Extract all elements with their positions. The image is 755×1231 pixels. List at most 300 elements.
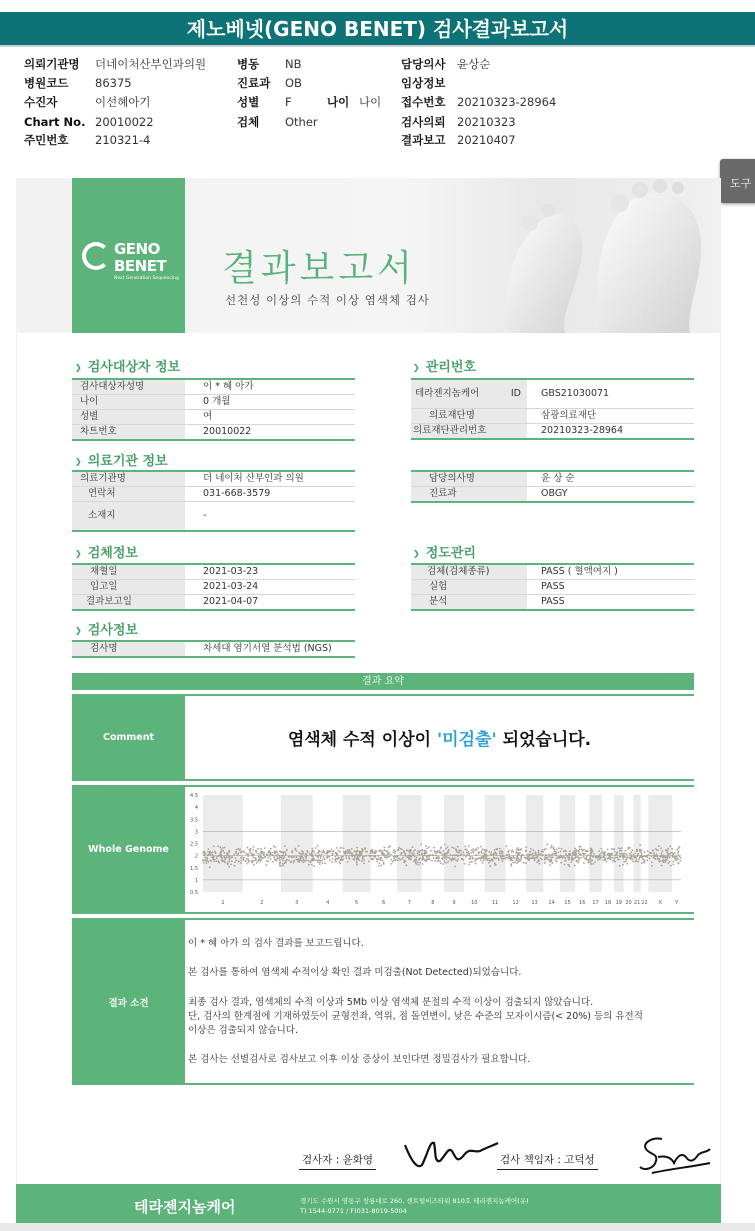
data-point (255, 851, 257, 853)
data-point (516, 862, 518, 864)
data-point (430, 850, 432, 852)
data-point (354, 857, 356, 859)
data-point (572, 853, 574, 855)
data-point (356, 861, 358, 863)
data-point (465, 848, 467, 850)
data-point (511, 857, 513, 859)
data-point (544, 858, 546, 860)
data-point (362, 857, 364, 859)
data-point (666, 851, 668, 853)
data-point (508, 850, 510, 852)
data-point (395, 859, 397, 861)
data-point (415, 861, 417, 863)
data-point (481, 852, 483, 854)
data-point (224, 858, 226, 860)
y-tick-label: 1.5 (190, 865, 198, 872)
data-point (420, 844, 422, 846)
data-point (207, 851, 209, 853)
data-point (298, 845, 300, 847)
data-point (329, 859, 331, 861)
data-point (575, 855, 577, 857)
data-point (444, 844, 446, 846)
data-point (319, 862, 321, 864)
x-tick-label: 17 (592, 900, 599, 906)
x-tick-label: X (658, 900, 662, 906)
data-point (338, 861, 340, 863)
data-point (592, 863, 594, 865)
data-point (355, 853, 357, 855)
data-point (370, 852, 372, 854)
data-point (396, 856, 398, 858)
data-point (439, 860, 441, 862)
data-point (501, 852, 503, 854)
data-point (561, 856, 563, 858)
data-point (536, 861, 538, 863)
data-point (279, 861, 281, 863)
data-point (505, 845, 507, 847)
data-point (212, 858, 214, 860)
data-point (468, 855, 470, 857)
data-point (285, 860, 287, 862)
data-point (557, 857, 559, 859)
data-point (632, 860, 634, 862)
data-point (576, 860, 578, 862)
tools-tab-button[interactable]: 도구 (720, 159, 755, 203)
data-point (498, 859, 500, 861)
data-point (257, 848, 259, 850)
data-point (409, 850, 411, 852)
findings-label: 결과 소견 (72, 920, 185, 1083)
data-point (551, 857, 553, 859)
data-point (640, 855, 642, 857)
data-point (346, 853, 348, 855)
data-point (384, 847, 386, 849)
data-point (558, 847, 560, 849)
data-point (240, 862, 242, 864)
data-point (354, 851, 356, 853)
doctor-table (411, 470, 694, 503)
data-point (311, 854, 313, 856)
data-point (258, 858, 260, 860)
data-point (582, 850, 584, 852)
data-point (228, 851, 230, 853)
data-point (391, 863, 393, 865)
data-point (579, 848, 581, 850)
data-point (385, 857, 387, 859)
tester-signature-label: 검사자 : 윤화영 (299, 1152, 376, 1170)
data-point (394, 853, 396, 855)
data-point (520, 858, 522, 860)
data-point (531, 857, 533, 859)
data-point (224, 852, 226, 854)
data-point (281, 851, 283, 853)
data-point (586, 856, 588, 858)
data-point (502, 860, 504, 862)
data-point (216, 858, 218, 860)
data-point (372, 858, 374, 860)
data-point (630, 854, 632, 856)
data-point (463, 854, 465, 856)
data-point (334, 859, 336, 861)
data-point (587, 854, 589, 856)
data-point (220, 848, 222, 850)
data-point (457, 856, 459, 858)
data-point (678, 862, 680, 864)
x-tick-label: 21 (633, 900, 641, 906)
data-point (408, 857, 410, 859)
data-point (601, 848, 603, 850)
data-point (610, 857, 612, 859)
data-point (669, 861, 671, 863)
data-point (453, 847, 455, 849)
x-tick-label: 9 (452, 900, 456, 906)
data-point (540, 857, 542, 859)
finding-line: 본 검사를 통하여 염색체 수적이상 확인 결과 미검출(Not Detected)되었습니다. (188, 967, 522, 978)
data-point (667, 862, 669, 864)
data-point (590, 848, 592, 850)
data-point (456, 851, 458, 853)
data-point (649, 858, 651, 860)
data-point (302, 851, 304, 853)
data-point (593, 853, 595, 855)
data-point (475, 848, 477, 850)
data-point (584, 858, 586, 860)
table-row: 소재지 - (72, 502, 355, 530)
data-point (339, 863, 341, 865)
data-point (280, 865, 282, 867)
data-point (243, 859, 245, 861)
data-point (362, 849, 364, 851)
data-point (471, 861, 473, 863)
data-point (502, 855, 504, 857)
data-point (239, 850, 241, 852)
x-tick-label: 6 (382, 900, 386, 906)
data-point (228, 859, 230, 861)
data-point (466, 854, 468, 856)
data-point (501, 850, 503, 852)
data-point (418, 864, 420, 866)
data-point (260, 850, 262, 852)
data-point (544, 862, 546, 864)
data-point (589, 850, 591, 852)
data-point (332, 853, 334, 855)
data-point (485, 851, 487, 853)
data-point (598, 850, 600, 852)
data-point (488, 851, 490, 853)
table-row: 의료재단명 삼광의료재단 (411, 409, 694, 424)
data-point (437, 850, 439, 852)
data-point (645, 855, 647, 857)
data-point (472, 858, 474, 860)
data-point (494, 849, 496, 851)
chromosome-band (397, 795, 422, 892)
data-point (548, 854, 550, 856)
data-point (429, 858, 431, 860)
chromosome-band (589, 795, 602, 892)
data-point (442, 856, 444, 858)
header-row-institution: 의뢰기관명 더네이처산부인과의원 (24, 57, 207, 71)
data-point (257, 853, 259, 855)
y-tick-label: 2.5 (190, 841, 198, 848)
data-point (669, 845, 671, 847)
data-point (351, 855, 353, 857)
banner-subtitle: 선천성 이상의 수적 이상 염색체 검사 (225, 293, 430, 307)
footer (16, 1184, 721, 1223)
x-tick-label: 10 (471, 900, 478, 906)
data-point (276, 856, 278, 858)
data-point (251, 855, 253, 857)
chromosome-band (560, 795, 576, 892)
data-point (634, 857, 636, 859)
data-point (622, 864, 624, 866)
data-point (636, 849, 638, 851)
data-point (447, 861, 449, 863)
data-point (207, 860, 209, 862)
x-tick-label: Y (675, 900, 679, 906)
data-point (286, 859, 288, 861)
data-point (670, 865, 672, 867)
table-row: 검사대상자성명 이 * 혜 아가 (72, 380, 355, 395)
data-point (653, 854, 655, 856)
qc-table (411, 563, 694, 611)
data-point (204, 857, 206, 859)
x-tick-label: 1 (221, 900, 225, 906)
data-point (677, 858, 679, 860)
data-point (387, 855, 389, 857)
data-point (511, 851, 513, 853)
data-point (226, 855, 228, 857)
data-point (655, 848, 657, 850)
data-point (266, 864, 268, 866)
data-point (286, 850, 288, 852)
data-point (457, 858, 459, 860)
data-point (255, 858, 257, 860)
data-point (542, 851, 544, 853)
data-point (270, 858, 272, 860)
data-point (376, 861, 378, 863)
data-point (417, 862, 419, 864)
data-point (220, 856, 222, 858)
data-point (353, 855, 355, 857)
data-point (650, 855, 652, 857)
data-point (421, 850, 423, 852)
data-point (378, 858, 380, 860)
data-point (229, 855, 231, 857)
data-point (542, 854, 544, 856)
data-point (663, 861, 665, 863)
baby-feet-photo (470, 178, 721, 333)
data-point (303, 861, 305, 863)
data-point (500, 855, 502, 857)
x-tick-label: 5 (355, 900, 359, 906)
data-point (363, 859, 365, 861)
data-point (249, 851, 251, 853)
data-point (209, 866, 211, 868)
data-point (361, 852, 363, 854)
data-point (569, 866, 571, 868)
data-point (651, 862, 653, 864)
data-point (381, 850, 383, 852)
data-point (220, 852, 222, 854)
data-point (538, 853, 540, 855)
data-point (466, 851, 468, 853)
y-tick-label: 4 (194, 805, 198, 812)
data-point (398, 847, 400, 849)
data-point (589, 858, 591, 860)
x-tick-label: 14 (548, 900, 555, 906)
data-point (409, 855, 411, 857)
data-point (284, 856, 286, 858)
data-point (514, 857, 516, 859)
data-point (444, 854, 446, 856)
data-point (222, 850, 224, 852)
data-point (478, 851, 480, 853)
data-point (494, 864, 496, 866)
data-point (517, 855, 519, 857)
finding-line: 최종 검사 결과, 염색체의 수적 이상과 5Mb 이상 염색체 분절의 수적 이상이 검출되지 않았습니다. (188, 997, 594, 1008)
bottom-strip (0, 1223, 755, 1231)
data-point (236, 849, 238, 851)
data-point (630, 858, 632, 860)
data-point (248, 853, 250, 855)
data-point (568, 853, 570, 855)
data-point (449, 858, 451, 860)
table-row: 검체(검체종류) PASS ( 혈액여지 ) (411, 565, 694, 580)
data-point (321, 859, 323, 861)
data-point (672, 856, 674, 858)
data-point (314, 853, 316, 855)
data-point (590, 854, 592, 856)
data-point (535, 853, 537, 855)
data-point (623, 858, 625, 860)
data-point (613, 860, 615, 862)
data-point (357, 859, 359, 861)
data-point (621, 850, 623, 852)
data-point (583, 862, 585, 864)
geno-logo-icon (82, 242, 110, 270)
data-point (578, 860, 580, 862)
table-row: 나이 0 개월 (72, 395, 355, 410)
data-point (322, 862, 324, 864)
data-point (400, 854, 402, 856)
data-point (346, 857, 348, 859)
data-point (544, 849, 546, 851)
header-row-receipt-no: 접수번호 20210323-28964 (401, 95, 557, 109)
data-point (480, 846, 482, 848)
data-point (583, 856, 585, 858)
data-point (447, 852, 449, 854)
data-point (499, 850, 501, 852)
data-point (347, 849, 349, 851)
data-point (499, 848, 501, 850)
data-point (365, 851, 367, 853)
data-point (619, 853, 621, 855)
data-point (637, 854, 639, 856)
data-point (573, 858, 575, 860)
data-point (574, 848, 576, 850)
data-point (672, 854, 674, 856)
data-point (265, 856, 267, 858)
data-point (331, 849, 333, 851)
data-point (451, 847, 453, 849)
data-point (318, 850, 320, 852)
data-point (477, 847, 479, 849)
table-row: 입고일 2021-03-24 (72, 580, 355, 595)
data-point (489, 860, 491, 862)
chromosome-band (343, 795, 371, 892)
data-point (374, 850, 376, 852)
data-point (320, 856, 322, 858)
data-point (247, 863, 249, 865)
data-point (616, 852, 618, 854)
data-point (478, 853, 480, 855)
data-point (203, 859, 205, 861)
data-point (530, 848, 532, 850)
data-point (426, 852, 428, 854)
data-point (228, 861, 230, 863)
data-point (590, 863, 592, 865)
data-point (516, 850, 518, 852)
data-point (389, 845, 391, 847)
data-point (252, 856, 254, 858)
data-point (285, 854, 287, 856)
data-point (253, 860, 255, 862)
table-row: 성별 여 (72, 410, 355, 425)
data-point (410, 859, 412, 861)
data-point (433, 857, 435, 859)
data-point (401, 858, 403, 860)
data-point (638, 858, 640, 860)
data-point (332, 850, 334, 852)
data-point (514, 862, 516, 864)
data-point (279, 859, 281, 861)
data-point (349, 851, 351, 853)
data-point (255, 850, 257, 852)
data-point (440, 847, 442, 849)
data-point (266, 860, 268, 862)
data-point (679, 855, 681, 857)
data-point (491, 854, 493, 856)
data-point (381, 852, 383, 854)
data-point (282, 855, 284, 857)
data-point (597, 859, 599, 861)
data-point (284, 845, 286, 847)
data-point (462, 852, 464, 854)
data-point (282, 860, 284, 862)
y-tick-label: 2 (194, 853, 198, 860)
data-point (386, 850, 388, 852)
section-test-info: ❯ 검사정보 (75, 619, 138, 638)
data-point (492, 854, 494, 856)
data-point (332, 858, 334, 860)
data-point (529, 851, 531, 853)
data-point (294, 849, 296, 851)
data-point (454, 854, 456, 856)
data-point (296, 856, 298, 858)
data-point (625, 861, 627, 863)
data-point (323, 856, 325, 858)
data-point (484, 853, 486, 855)
data-point (214, 859, 216, 861)
data-point (270, 853, 272, 855)
data-point (313, 851, 315, 853)
data-point (231, 856, 233, 858)
data-point (264, 847, 266, 849)
data-point (242, 851, 244, 853)
data-point (419, 850, 421, 852)
data-point (446, 856, 448, 858)
data-point (538, 850, 540, 852)
